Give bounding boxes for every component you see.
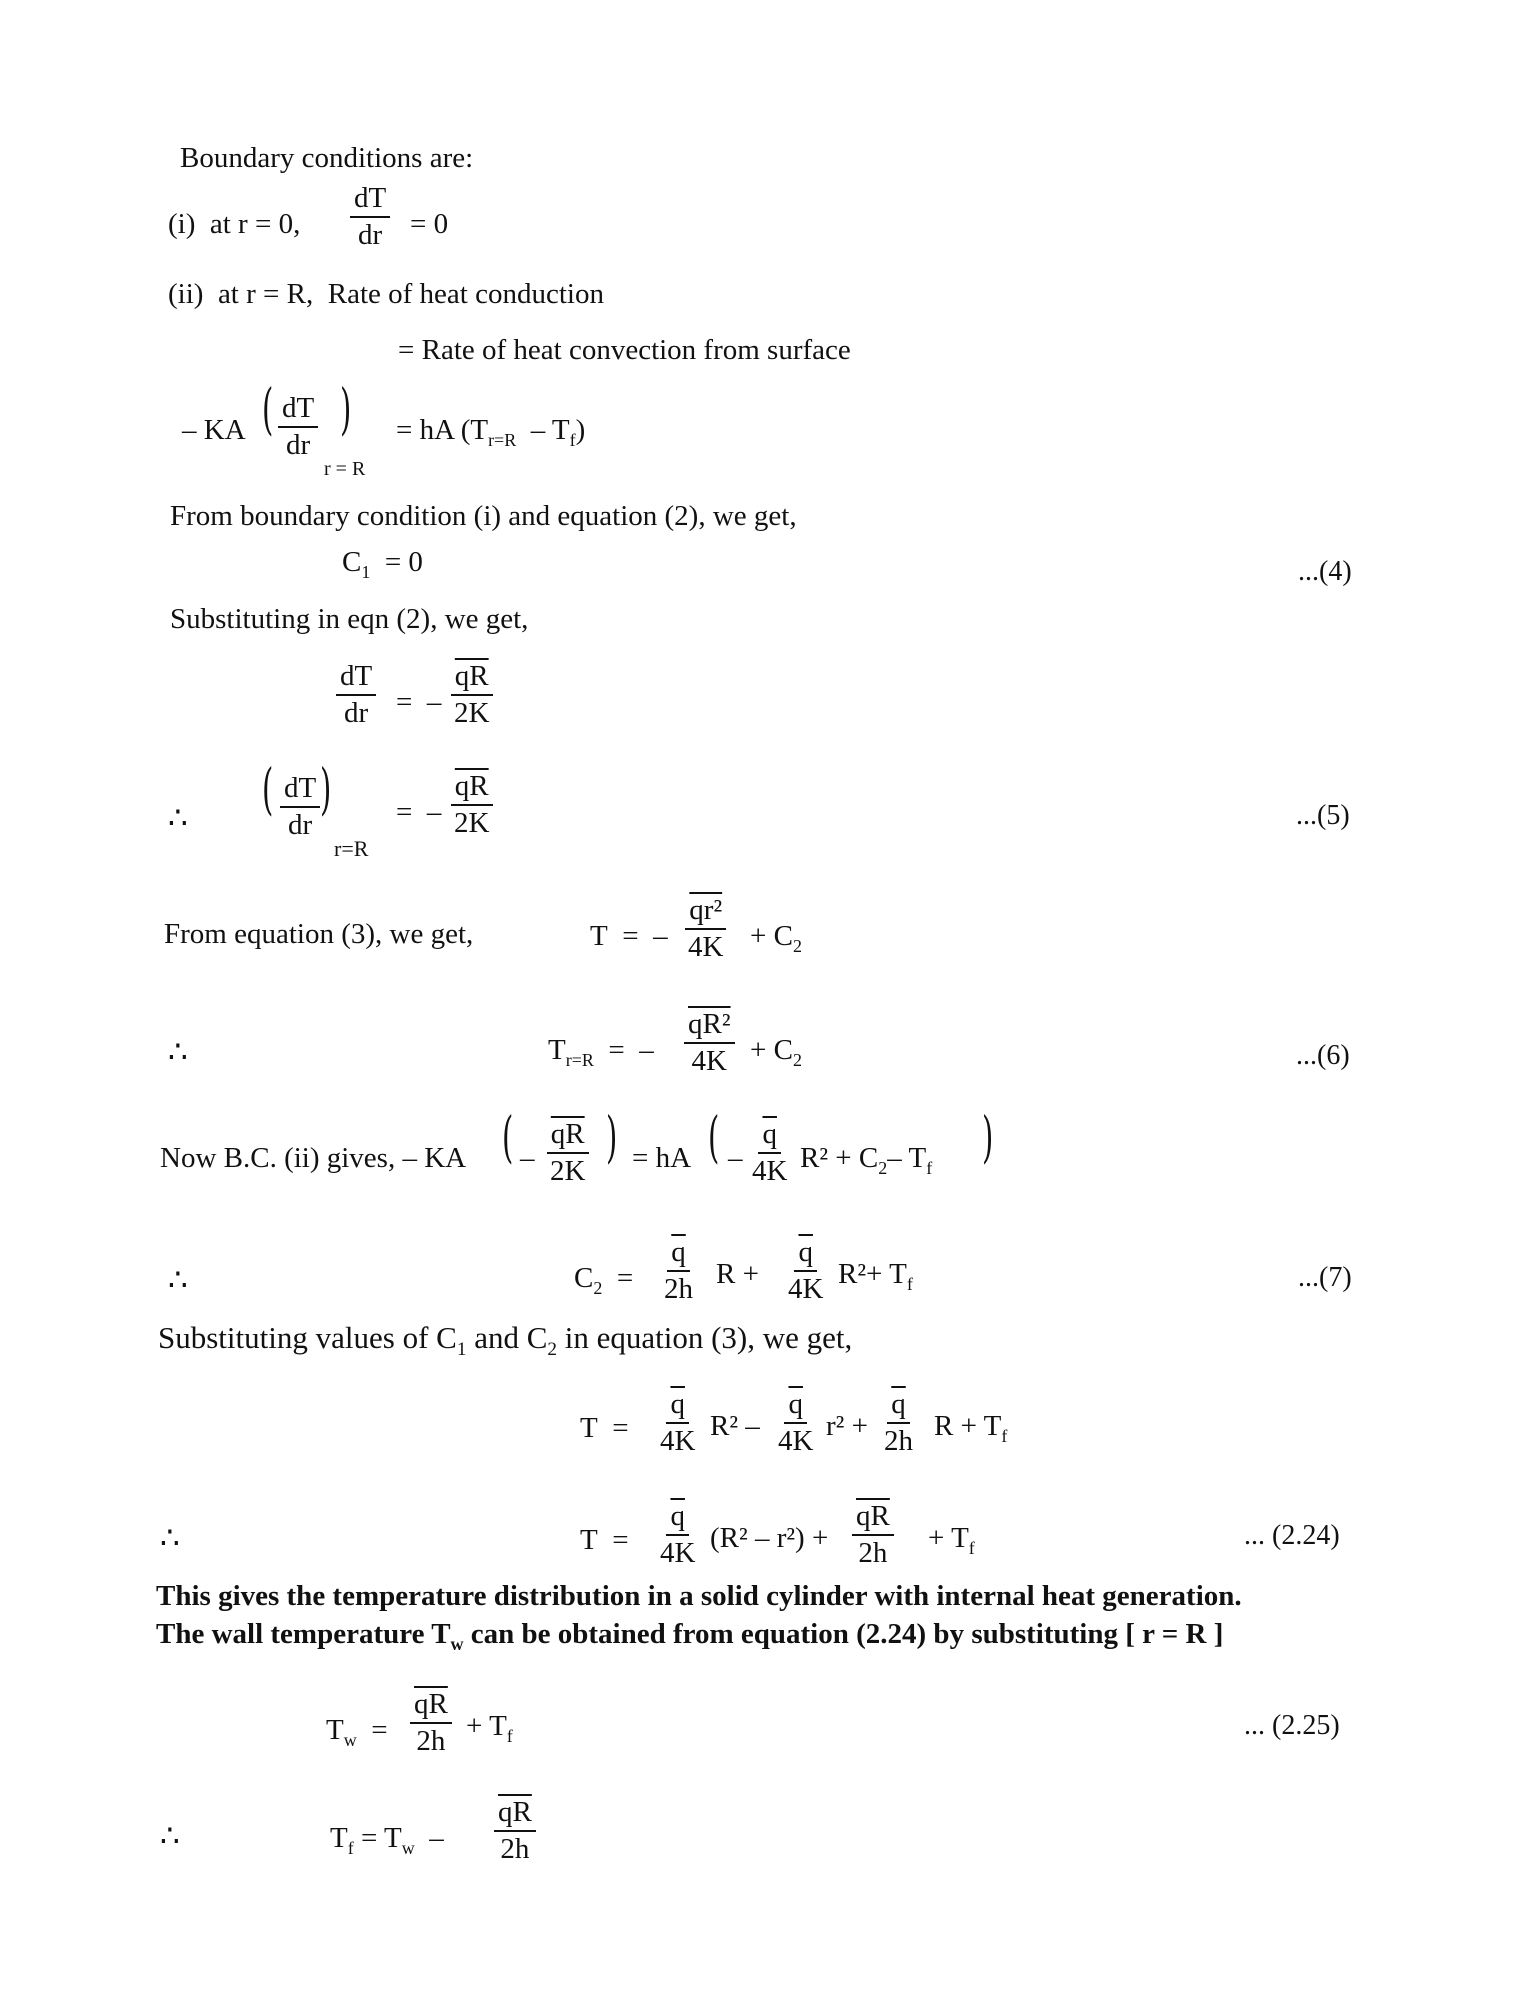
eq-bc2-paren-close: ): [340, 376, 352, 442]
eq-last-fraction: $\overline{qR}$ 2h: [494, 1798, 536, 1864]
eq-dT-fraction: dT dr: [336, 662, 376, 728]
eq-bcii-close: ): [606, 1104, 618, 1170]
bc2-cont: = Rate of heat convection from surface: [398, 334, 851, 366]
eq7-tail: $R^2+ T_f$: [838, 1258, 913, 1294]
eq-bcii-r-close: ): [982, 1104, 994, 1170]
eq5-paren-close: ): [320, 756, 332, 822]
eq-T-fraction: qr² 4K: [684, 896, 727, 962]
eq224-fraction-2: $\overline{qR}$ 2h: [852, 1502, 894, 1568]
eq5-rhs-fraction: $\overline{qR}$ 2K: [450, 772, 493, 838]
eq7-number: ...(7): [1298, 1262, 1352, 1293]
eq224-fraction-1: $\overline{q}$ 4K: [660, 1500, 696, 1569]
eq-T2-fraction-1: $\overline{q}$ 4K: [660, 1388, 696, 1457]
eq-bcii-text: Now B.C. (ii) gives, – KA: [160, 1142, 467, 1174]
line-substituting-values: Substituting values of $C_1$ and $C_2$ in equation (3), we get,: [158, 1320, 853, 1361]
eq-bcii-open: (: [502, 1104, 514, 1170]
eq224-therefore: ∴: [160, 1520, 180, 1555]
bc1-rhs: = 0: [410, 208, 449, 240]
eq7-fraction-2: $\overline{q}$ 4K: [788, 1236, 824, 1305]
eq5-fraction: dT dr: [280, 774, 320, 840]
eq6-plus: + $C_2$: [750, 1034, 802, 1070]
line-from-bc: From boundary condition (i) and equation (2), we get,: [170, 500, 797, 532]
eq-T2-fraction-3: $\overline{q}$ 2h: [884, 1388, 913, 1457]
eq6-fraction: qR² 4K: [684, 1010, 735, 1076]
eq-bcii-fraction: $\overline{qR}$ 2K: [546, 1120, 589, 1186]
eq-bcii-minus: –: [520, 1142, 535, 1174]
eq-T2-lhs: T =: [580, 1412, 629, 1444]
line-from-eq3: From equation (3), we get,: [164, 918, 474, 950]
eq-bc2-lhs: – KA: [182, 414, 246, 446]
eq5-therefore: ∴: [168, 800, 188, 835]
eq224-number: ... (2.24): [1244, 1520, 1340, 1551]
bc2-label: (ii) at r = R, Rate of heat conduction: [168, 278, 604, 310]
eq-T2-t1: R² –: [710, 1410, 760, 1442]
eq225-tail: + $T_f$: [466, 1710, 513, 1746]
paragraph-line-1: This gives the temperature distribution in a solid cylinder with internal heat generation.: [156, 1580, 1242, 1612]
eq5-paren: (: [262, 756, 274, 822]
line-substituting: Substituting in eqn (2), we get,: [170, 603, 529, 635]
eq4: $C_1 = 0$: [342, 546, 423, 582]
eq224-lhs: T =: [580, 1524, 629, 1556]
eq-bcii-eq: = hA: [632, 1142, 692, 1174]
eq7-fraction-1: $\overline{q}$ 2h: [664, 1236, 693, 1305]
eq224-t2: + $T_f$: [928, 1522, 975, 1558]
eq-bcii-r-minus: –: [728, 1142, 743, 1174]
eq-T2-t2: r² +: [826, 1410, 868, 1442]
eq-T-plus: + $C_2$: [750, 920, 802, 956]
eq-bcii-r-open: (: [708, 1104, 720, 1170]
bc1-label: (i) at r = 0,: [168, 208, 301, 240]
eq-dT-rhs-fraction: $\overline{qR}$ 2K: [450, 662, 493, 728]
eq4-number: ...(4): [1298, 556, 1352, 587]
eq225-lhs: $T_w$ =: [326, 1714, 388, 1750]
eq225-number: ... (2.25): [1244, 1710, 1340, 1741]
eq7-therefore: ∴: [168, 1262, 188, 1297]
heading-boundary-conditions: Boundary conditions are:: [180, 142, 474, 174]
eq-bc2-rhs: = hA $(T_{r=R} - T_f)$: [396, 414, 586, 450]
eq6-therefore: ∴: [168, 1034, 188, 1069]
eq5-sub: r=R: [334, 836, 369, 861]
eq7-mid: R +: [716, 1258, 759, 1290]
eq-bcii-r-fraction: $\overline{q}$ 4K: [752, 1118, 788, 1187]
eq5-number: ...(5): [1296, 800, 1350, 831]
eq5-eq: = –: [396, 796, 442, 828]
paragraph-line-2: The wall temperature $T_w$ can be obtained from equation (2.24) by substituting [ r = R ]: [156, 1618, 1224, 1654]
bc1-fraction: dT dr: [350, 184, 390, 250]
eq-T2-fraction-2: $\overline{q}$ 4K: [778, 1388, 814, 1457]
eq224-t1: (R² – r²) +: [710, 1522, 829, 1554]
eq-bc2-fraction: dT dr: [278, 394, 318, 460]
eq6-number: ...(6): [1296, 1040, 1350, 1071]
eq6-lhs: $T_{r=R}$ = –: [548, 1034, 654, 1070]
eq-T2-t3: $R + T_f$: [934, 1410, 1008, 1446]
eq-bc2-paren: (: [262, 376, 274, 442]
eq-last-lhs: $T_f = T_w$ –: [330, 1822, 444, 1858]
eq-bc2-sub: r = R: [324, 458, 366, 480]
eq-last-therefore: ∴: [160, 1818, 180, 1853]
eq-dT-eq: = –: [396, 686, 442, 718]
eq-T-lhs: T = –: [590, 920, 668, 952]
eq7-lhs: $C_2$ =: [574, 1262, 634, 1298]
eq225-fraction: $\overline{qR}$ 2h: [410, 1690, 452, 1756]
eq-bcii-r-tail: $R^2 + C_2-$ $T_f$: [800, 1142, 933, 1178]
